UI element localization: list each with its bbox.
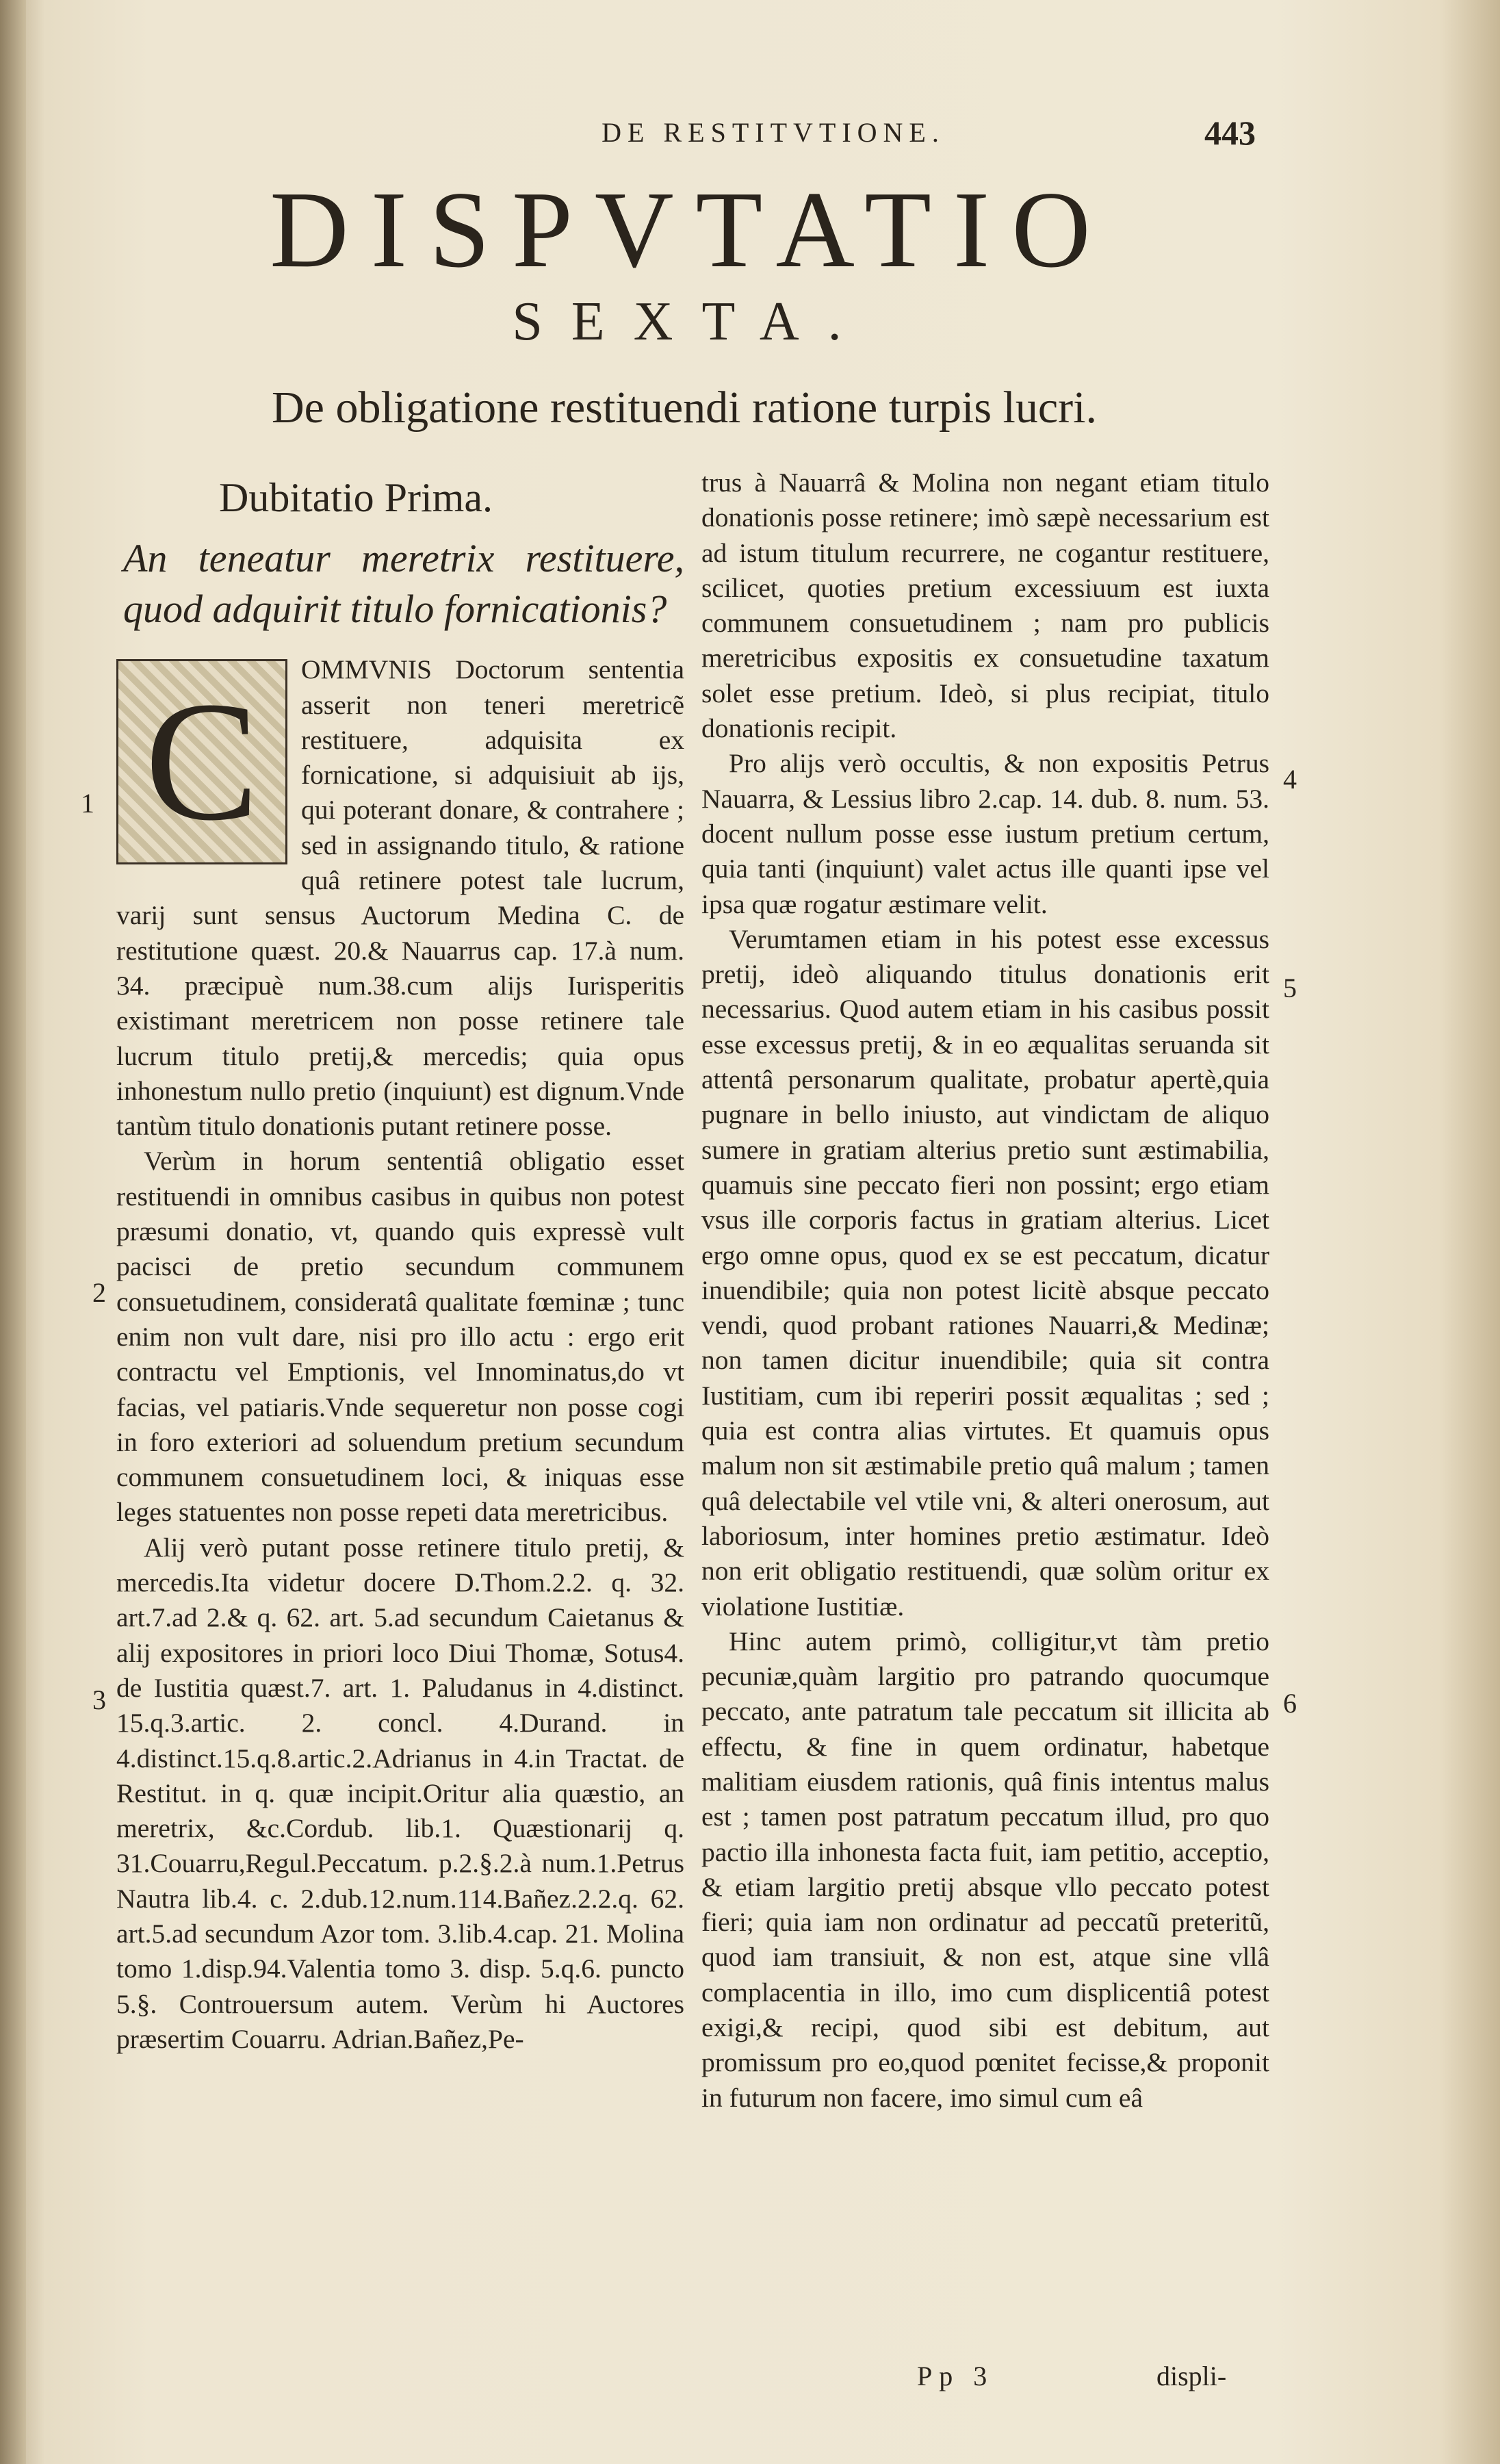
right-column (701, 465, 1269, 2116)
margin-number: 2 (92, 1277, 106, 1308)
paragraph: Verumtamen etiam in his potest esse excessus pretij, ideò aliquando titulus donationis erit necessarius. Quod autem etiam in his casibus possit esse excessus pretij, & in eo æqualitas seruanda sit attentâ personarum qualitate, probatur apertè,quia pugnare in bello iniusto, aut vindictam de aliquo sumere in gratiam alterius pretio sunt æstimabilia, quamuis sine peccato fieri non possint; ergo etiam vsus ille corporis factus in gratiam alterius. Licet ergo omne opus, quod ex se est peccatum, dicatur inuendibile; quia non potest licitè absque peccato vendi, quod probant rationes Nauarri,& Medinæ; non tamen dicitur inuendibile; quia sit contra Iustitiam, cum ibi reperiri possit æqualitas ; sed ; quia est contra alias virtutes. Et quamuis opus malum non sit æstimabile pretio quâ malum ; tamen quâ delectabile vel vtile vni, & alteri onerosum, aut laboriosum, inter homines pretio æstimatur. Ideò non erit obligatio restituendi, quæ solùm oritur ex violatione Iustitiæ. (701, 923, 1269, 1621)
ornamental-initial-icon: C (116, 659, 287, 864)
disputation-title: DISPVTATIO (270, 168, 1113, 290)
paragraph: Alij verò putant posse retinere titulo pretij, & mercedis.Ita videtur docere D.Thom.2.2. q. 32. art.7.ad 2.& q. 62. art. 5.ad secundum Caietanus & alij expositores in priori loco Diui Thomæ, Sotus4. de Iustitia quæst.7. art. 1. Paludanus in 4.distinct. 15.q.3.artic. 2. concl. 4.Durand. in 4.distinct.15.q.8.artic.2.Adrianus in 4.in Tractat. de Restitut. in q. quæ incipit.Oritur alia quæstio, an meretrix, &c.Cordub. lib.1. Quæstionarij q. 31.Couarru,Regul.Peccatum. p.2.§.2.à num.1.Petrus Nautra lib.4. c. 2.dub.12.num.114.Bañez.2.2.q. 62. art.5.ad secundum Azor tom. 3.lib.4.cap. 21. Molina tomo 1.disp.94.Valentia tomo 3. disp. 5.q.6. puncto 5.§. Controuersum autem. Verùm hi Auctores præsertim Couarru. Adrian.Bañez,Pe- (116, 1532, 684, 2054)
disputation-number: SEXTA. (512, 292, 870, 352)
disputation-subtitle: De obligatione restituendi ratione turpis lucri. (271, 383, 1097, 433)
margin-number: 5 (1283, 973, 1297, 1003)
running-head: DE RESTITVTIONE. (602, 117, 945, 148)
paragraph: trus à Nauarrâ & Molina non negant etiam titulo donationis posse retinere; imò sæpè necessarium est ad istum titulum recurrere, ne cogantur restituere, scilicet, quoties pretium excessiuum est iuxta communem consuetudinem ; nam pro publicis meretricibus expositis ex consuetudine taxatum solet esse pretium. Ideò, si plus recipiat, titulo donationis recipit. (701, 467, 1269, 744)
paragraph: Hinc autem primò, colligitur,vt tàm pretio pecuniæ,quàm largitio pro patrando quocumque peccato, ante patratum tale peccatum sit illicita ab effectu, & fine in quem ordinatur, habetque malitiam eiusdem rationis, quâ finis intentus malus est ; tamen post patratum peccatum illud, pro quo pactio illa inhonesta facta fuit, iam petitio, acceptio, & etiam largitio pretij absque vllo peccato potest fieri; quia iam non ordinatur ad peccatũ preteritũ, quod iam transiuit, & non est, atque sine vllâ complacentia in illo, imo cum displicentiâ potest exigi,& recipi, quod sibi est debitum, aut promissum pro eo,quod pœnitet fecisse,& proponit in futurum non facere, imo simul cum eâ (701, 1626, 1269, 2113)
margin-number: 4 (1283, 764, 1297, 795)
signature-mark: Pp 3 (917, 2361, 994, 2391)
paragraph: Verùm in horum sententiâ obligatio esset restituendi in omnibus casibus in quibus non potest præsumi donatio, vt, quando quis expressè vult pacisci de pretio secundum communem consuetudinem, consideratâ qualitate fœminæ ; tunc enim non vult dare, nisi pro illo actu : ergo erit contractu vel Emptionis, vel Innominatus,do vt facias, vel patiaris.Vnde sequeretur non posse cogi in foro exteriori ad soluendum pretium secundum communem consuetudinem loci, & iniquas esse leges statuentes non posse repeti data meretricibus. (116, 1146, 684, 1528)
left-column (116, 472, 684, 2057)
catchword: displi- (1156, 2361, 1227, 2391)
paragraph: Pro alijs verò occultis, & non expositis Petrus Nauarra, & Lessius libro 2.cap. 14. dub. 8. num. 53. docent nullum posse esse iustum pretium certum, quia tanti (inquiunt) valet actus ille quanti ipse vel ipsa quæ rogatur æstimare velit. (701, 748, 1269, 919)
paragraph: OMMVNIS Doctorum sententia asserit non teneri meretricẽ restituere, adquisita ex fornicatione, si adquisiuit ab ijs, qui poterant donare, & contrahere ; sed in assignando titulo, & ratione quâ retinere potest tale lucrum, varij sunt sensus Auctorum Medina C. de restitutione quæst. 20.& Nauarrus cap. 17.à num. 34. præcipuè num.38.cum alijs Iurisperitis existimant meretricem non posse retinere tale lucrum titulo pretij,& mercedis; quia opus inhonestum nullo pretio (inquiunt) est dignum.Vnde tantùm titulo donationis putant retinere posse. (116, 654, 684, 1142)
margin-number: 1 (81, 788, 94, 819)
dubitatio-heading: Dubitatio Prima. (219, 475, 493, 520)
book-spine-shadow (0, 0, 26, 2464)
margin-number: 3 (92, 1684, 106, 1715)
page-number: 443 (1204, 114, 1256, 152)
margin-number: 6 (1283, 1688, 1297, 1719)
question-heading: An teneatur meretrix restituere, quod adquirit titulo fornicationis? (123, 536, 684, 632)
